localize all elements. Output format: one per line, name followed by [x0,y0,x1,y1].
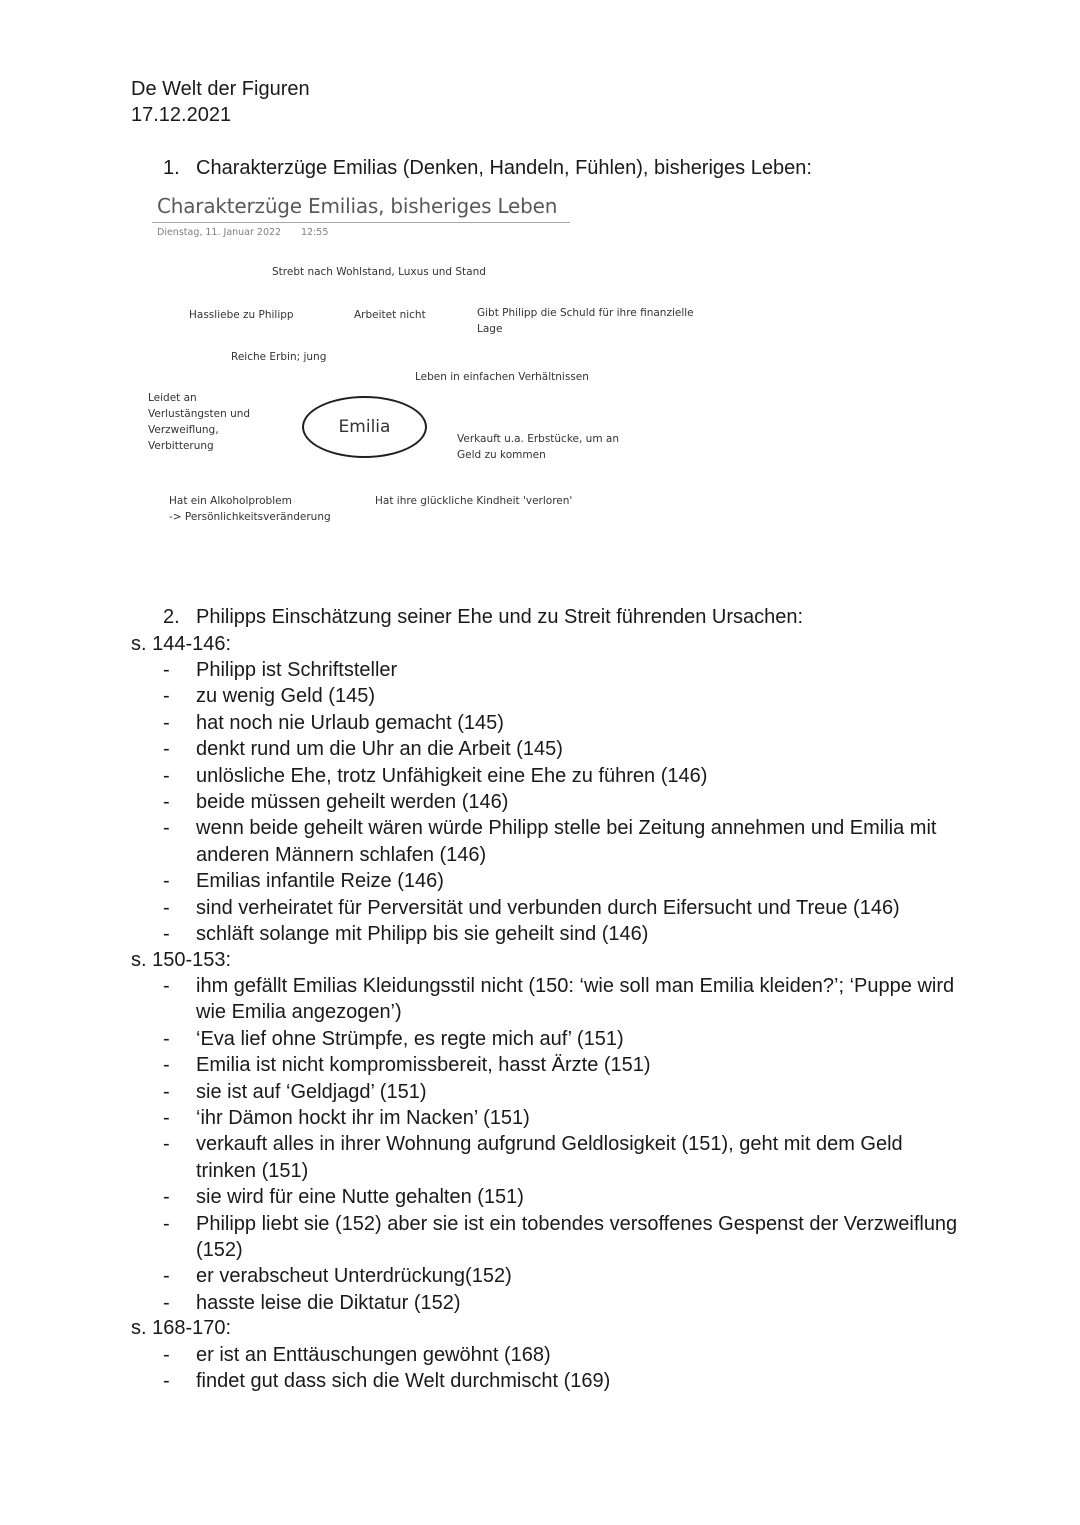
document-date: 17.12.2021 [131,104,232,126]
list-item-text: zu wenig Geld (145) [196,685,375,708]
list-item-text: sie wird für eine Nutte gehalten (151) [196,1186,524,1209]
mindmap-node-leben: Leben in einfachen Verhältnissen [415,371,589,383]
list-item [0,921,1080,947]
question-1-number: 1. [163,157,180,179]
list-item [0,657,1080,683]
question-1-text: Charakterzüge Emilias (Denken, Handeln, Fühlen), bisheriges Leben: [196,157,812,179]
list-dash: - [163,1291,170,1314]
mindmap-node-wohlstand: Strebt nach Wohlstand, Luxus und Stand [272,266,486,278]
list-item-text: hasste leise die Diktatur (152) [196,1291,461,1314]
list-item-text: er ist an Enttäuschungen gewöhnt (168) [196,1344,551,1366]
mindmap-node-leidet-line2: Verlustängsten und [148,408,251,420]
mindmap-node-schuld [477,305,694,337]
section-list [0,973,1080,1316]
list-dash: - [163,764,170,787]
list-dash: - [163,923,170,946]
list-item-text: Philipp liebt sie (152) aber sie ist ein tobendes versoffenes Gespenst der Verzweiflung (152) [196,1212,958,1262]
list-dash: - [163,817,170,840]
list-item [0,736,1080,762]
list-dash: - [163,791,170,814]
mindmap-node-arbeitet-nicht: Arbeitet nicht [354,309,426,321]
list-item-text: unlösliche Ehe, trotz Unfähigkeit eine Ehe zu führen (146) [196,764,708,787]
list-item-text: Emilia ist nicht kompromissbereit, hasst Ärzte (151) [196,1054,651,1077]
list-dash: - [163,870,170,893]
list-dash: - [163,659,170,681]
list-dash: - [163,1027,170,1050]
mindmap-title-rule [152,222,570,223]
mindmap-node-alkohol-line1: Hat ein Alkoholproblem [169,495,292,507]
list-item-text: schläft solange mit Philipp bis sie geheilt sind (146) [196,923,649,946]
section-label: s. 168-170: [131,1317,232,1339]
list-item [0,1290,1080,1316]
list-item-text: ihm gefällt Emilias Kleidungsstil nicht (150: ‘wie soll man Emilia kleiden?’; ‘Puppe wird wie Emilia angezogen’) [196,975,955,1024]
list-item [0,1184,1080,1210]
mindmap-node-schuld-line2: Lage [477,323,503,335]
list-item [0,683,1080,709]
list-item-text: Emilias infantile Reize (146) [196,870,444,893]
question-2-text: Philipps Einschätzung seiner Ehe und zu Streit führenden Ursachen: [196,606,804,628]
mindmap-title: Charakterzüge Emilias, bisheriges Leben [157,194,558,218]
mindmap-node-kindheit: Hat ihre glückliche Kindheit 'verloren' [375,495,573,507]
list-item-text: Philipp ist Schriftsteller [196,659,398,681]
section-list [0,657,1080,947]
mindmap-node-leidet-line3: Verzweiflung, [148,424,219,436]
list-item [0,1342,1080,1368]
mindmap-node-hassliebe: Hassliebe zu Philipp [189,309,294,321]
list-dash: - [163,738,170,761]
list-dash: - [163,685,170,708]
section-label: s. 144-146: [131,633,232,655]
mindmap-node-alkohol-line2: -> Persönlichkeitsveränderung [169,511,331,523]
list-item-text: ‘ihr Dämon hockt ihr im Nacken’ (151) [196,1107,530,1130]
list-item-text: er verabscheut Unterdrückung(152) [196,1265,512,1288]
list-item-text: hat noch nie Urlaub gemacht (145) [196,711,504,734]
question-2-number: 2. [163,606,180,628]
list-item-text: findet gut dass sich die Welt durchmischt (169) [196,1370,611,1393]
mindmap-node-erbin: Reiche Erbin; jung [231,351,327,363]
list-dash: - [163,1080,170,1103]
list-dash: - [163,1212,170,1235]
list-item [0,763,1080,789]
list-item [0,789,1080,815]
mindmap-node-verkauft-line1: Verkauft u.a. Erbstücke, um an [457,433,619,445]
list-item [0,1026,1080,1052]
section-list [0,1342,1080,1395]
list-dash: - [163,1186,170,1209]
list-item [0,868,1080,894]
list-dash: - [163,1344,170,1366]
list-dash: - [163,1107,170,1130]
mindmap-date: Dienstag, 11. Januar 2022 [157,227,282,238]
list-dash: - [163,711,170,734]
list-item [0,1079,1080,1105]
mindmap-node-leidet-line4: Verbitterung [148,440,214,452]
list-item-text: sind verheiratet für Perversität und verbunden durch Eifersucht und Treue (146) [196,896,900,919]
list-item [0,895,1080,921]
document-title: De Welt der Figuren [131,78,310,100]
list-item-text: sie ist auf ‘Geldjagd’ (151) [196,1080,427,1103]
section-label: s. 150-153: [131,949,232,971]
mindmap-node-leidet [148,390,250,454]
mindmap-node-verkauft [457,431,619,463]
list-item [0,1131,1080,1184]
question-1 [163,155,812,181]
mindmap-node-schuld-line1: Gibt Philipp die Schuld für ihre finanzielle [477,307,694,319]
list-dash: - [163,896,170,919]
list-item-text: verkauft alles in ihrer Wohnung aufgrund Geldlosigkeit (151), geht mit dem Geld trinken (151) [196,1133,903,1182]
list-dash: - [163,1133,170,1156]
list-dash: - [163,1054,170,1077]
mindmap-time: 12:55 [301,227,329,238]
list-item [0,1263,1080,1289]
list-item [0,815,1080,868]
list-item [0,1368,1080,1394]
list-item [0,973,1080,1026]
list-item [0,710,1080,736]
mindmap-node-verkauft-line2: Geld zu kommen [457,449,546,461]
mindmap-node-leidet-line1: Leidet an [148,392,197,404]
list-item [0,1052,1080,1078]
list-item [0,1105,1080,1131]
list-dash: - [163,1265,170,1288]
list-item-text: beide müssen geheilt werden (146) [196,791,509,814]
list-dash: - [163,975,170,997]
mindmap-node-alkohol [169,493,331,525]
question-2 [163,604,803,630]
mindmap-center-node: Emilia [302,396,427,458]
list-item-text: wenn beide geheilt wären würde Philipp stelle bei Zeitung annehmen und Emilia mit anderen Männern schlafen (146) [196,817,937,866]
list-dash: - [163,1370,170,1393]
list-item [0,1211,1080,1264]
list-item-text: ‘Eva lief ohne Strümpfe, es regte mich auf’ (151) [196,1027,624,1050]
list-item-text: denkt rund um die Uhr an die Arbeit (145) [196,738,563,761]
